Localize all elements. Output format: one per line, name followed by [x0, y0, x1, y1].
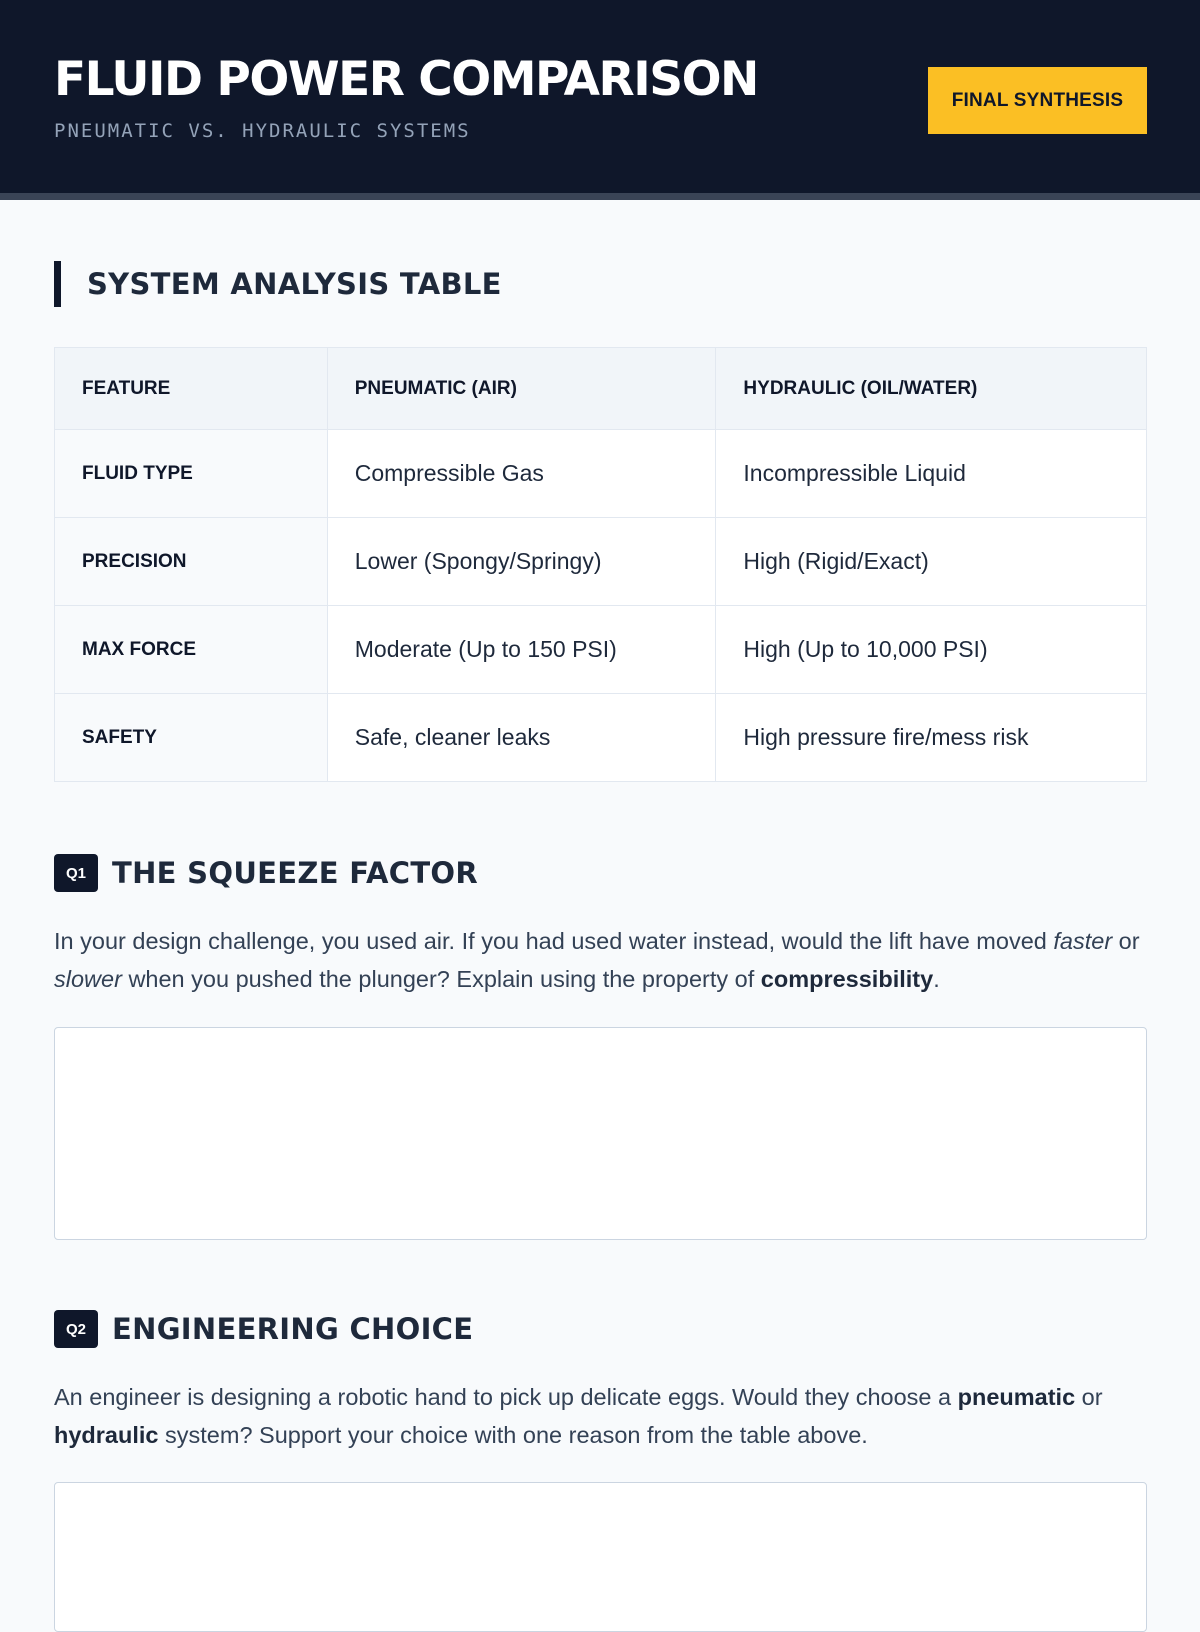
prompt-text: or: [1112, 928, 1140, 954]
page-header: [0, 0, 1200, 200]
pneumatic-cell: Safe, cleaner leaks: [327, 694, 716, 782]
table-row: [55, 518, 1147, 606]
hydraulic-cell: High (Rigid/Exact): [716, 518, 1147, 606]
analysis-section-heading: [54, 261, 502, 307]
pneumatic-cell: Lower (Spongy/Springy): [327, 518, 716, 606]
prompt-text: when you pushed the plunger? Explain using the property of: [121, 966, 761, 992]
feature-cell: MAX FORCE: [55, 606, 328, 694]
question-2-heading: [54, 1310, 473, 1348]
question-2-answer-field[interactable]: [54, 1482, 1147, 1632]
section-title: SYSTEM ANALYSIS TABLE: [87, 267, 502, 301]
question-number-badge: Q1: [54, 854, 98, 892]
table-row: [55, 606, 1147, 694]
prompt-text: or: [1075, 1384, 1103, 1410]
hydraulic-cell: High pressure fire/mess risk: [716, 694, 1147, 782]
feature-cell: SAFETY: [55, 694, 328, 782]
hydraulic-cell: High (Up to 10,000 PSI): [716, 606, 1147, 694]
column-header-hydraulic: HYDRAULIC (OIL/WATER): [716, 348, 1147, 430]
column-header-pneumatic: PNEUMATIC (AIR): [327, 348, 716, 430]
page-title: FLUID POWER COMPARISON: [54, 52, 758, 107]
prompt-bold-pneumatic: pneumatic: [957, 1384, 1076, 1410]
question-number-badge: Q2: [54, 1310, 98, 1348]
question-1-heading: [54, 854, 478, 892]
section-accent-bar: [54, 261, 61, 307]
question-1-answer-field[interactable]: [54, 1027, 1147, 1240]
question-1-prompt: [54, 922, 1164, 998]
final-synthesis-badge: FINAL SYNTHESIS: [928, 67, 1147, 134]
question-2-prompt: [54, 1378, 1164, 1454]
table-row: [55, 430, 1147, 518]
pneumatic-cell: Compressible Gas: [327, 430, 716, 518]
table-row: [55, 694, 1147, 782]
prompt-bold-hydraulic: hydraulic: [54, 1422, 159, 1448]
prompt-text: .: [933, 966, 940, 992]
feature-cell: FLUID TYPE: [55, 430, 328, 518]
question-title: ENGINEERING CHOICE: [112, 1312, 474, 1346]
prompt-emphasis-faster: faster: [1053, 928, 1113, 954]
pneumatic-cell: Moderate (Up to 150 PSI): [327, 606, 716, 694]
column-header-feature: FEATURE: [55, 348, 328, 430]
feature-cell: PRECISION: [55, 518, 328, 606]
question-title: THE SQUEEZE FACTOR: [112, 856, 478, 890]
system-analysis-table: [54, 347, 1147, 782]
table-header-row: [55, 348, 1147, 430]
prompt-text: In your design challenge, you used air. If you had used water instead, would the lift have moved: [54, 928, 1054, 954]
hydraulic-cell: Incompressible Liquid: [716, 430, 1147, 518]
prompt-emphasis-slower: slower: [54, 966, 122, 992]
prompt-bold-compressibility: compressibility: [760, 966, 934, 992]
prompt-text: An engineer is designing a robotic hand to pick up delicate eggs. Would they choose a: [54, 1384, 958, 1410]
prompt-text: system? Support your choice with one reason from the table above.: [158, 1422, 868, 1448]
page-subtitle: PNEUMATIC VS. HYDRAULIC SYSTEMS: [54, 120, 471, 142]
